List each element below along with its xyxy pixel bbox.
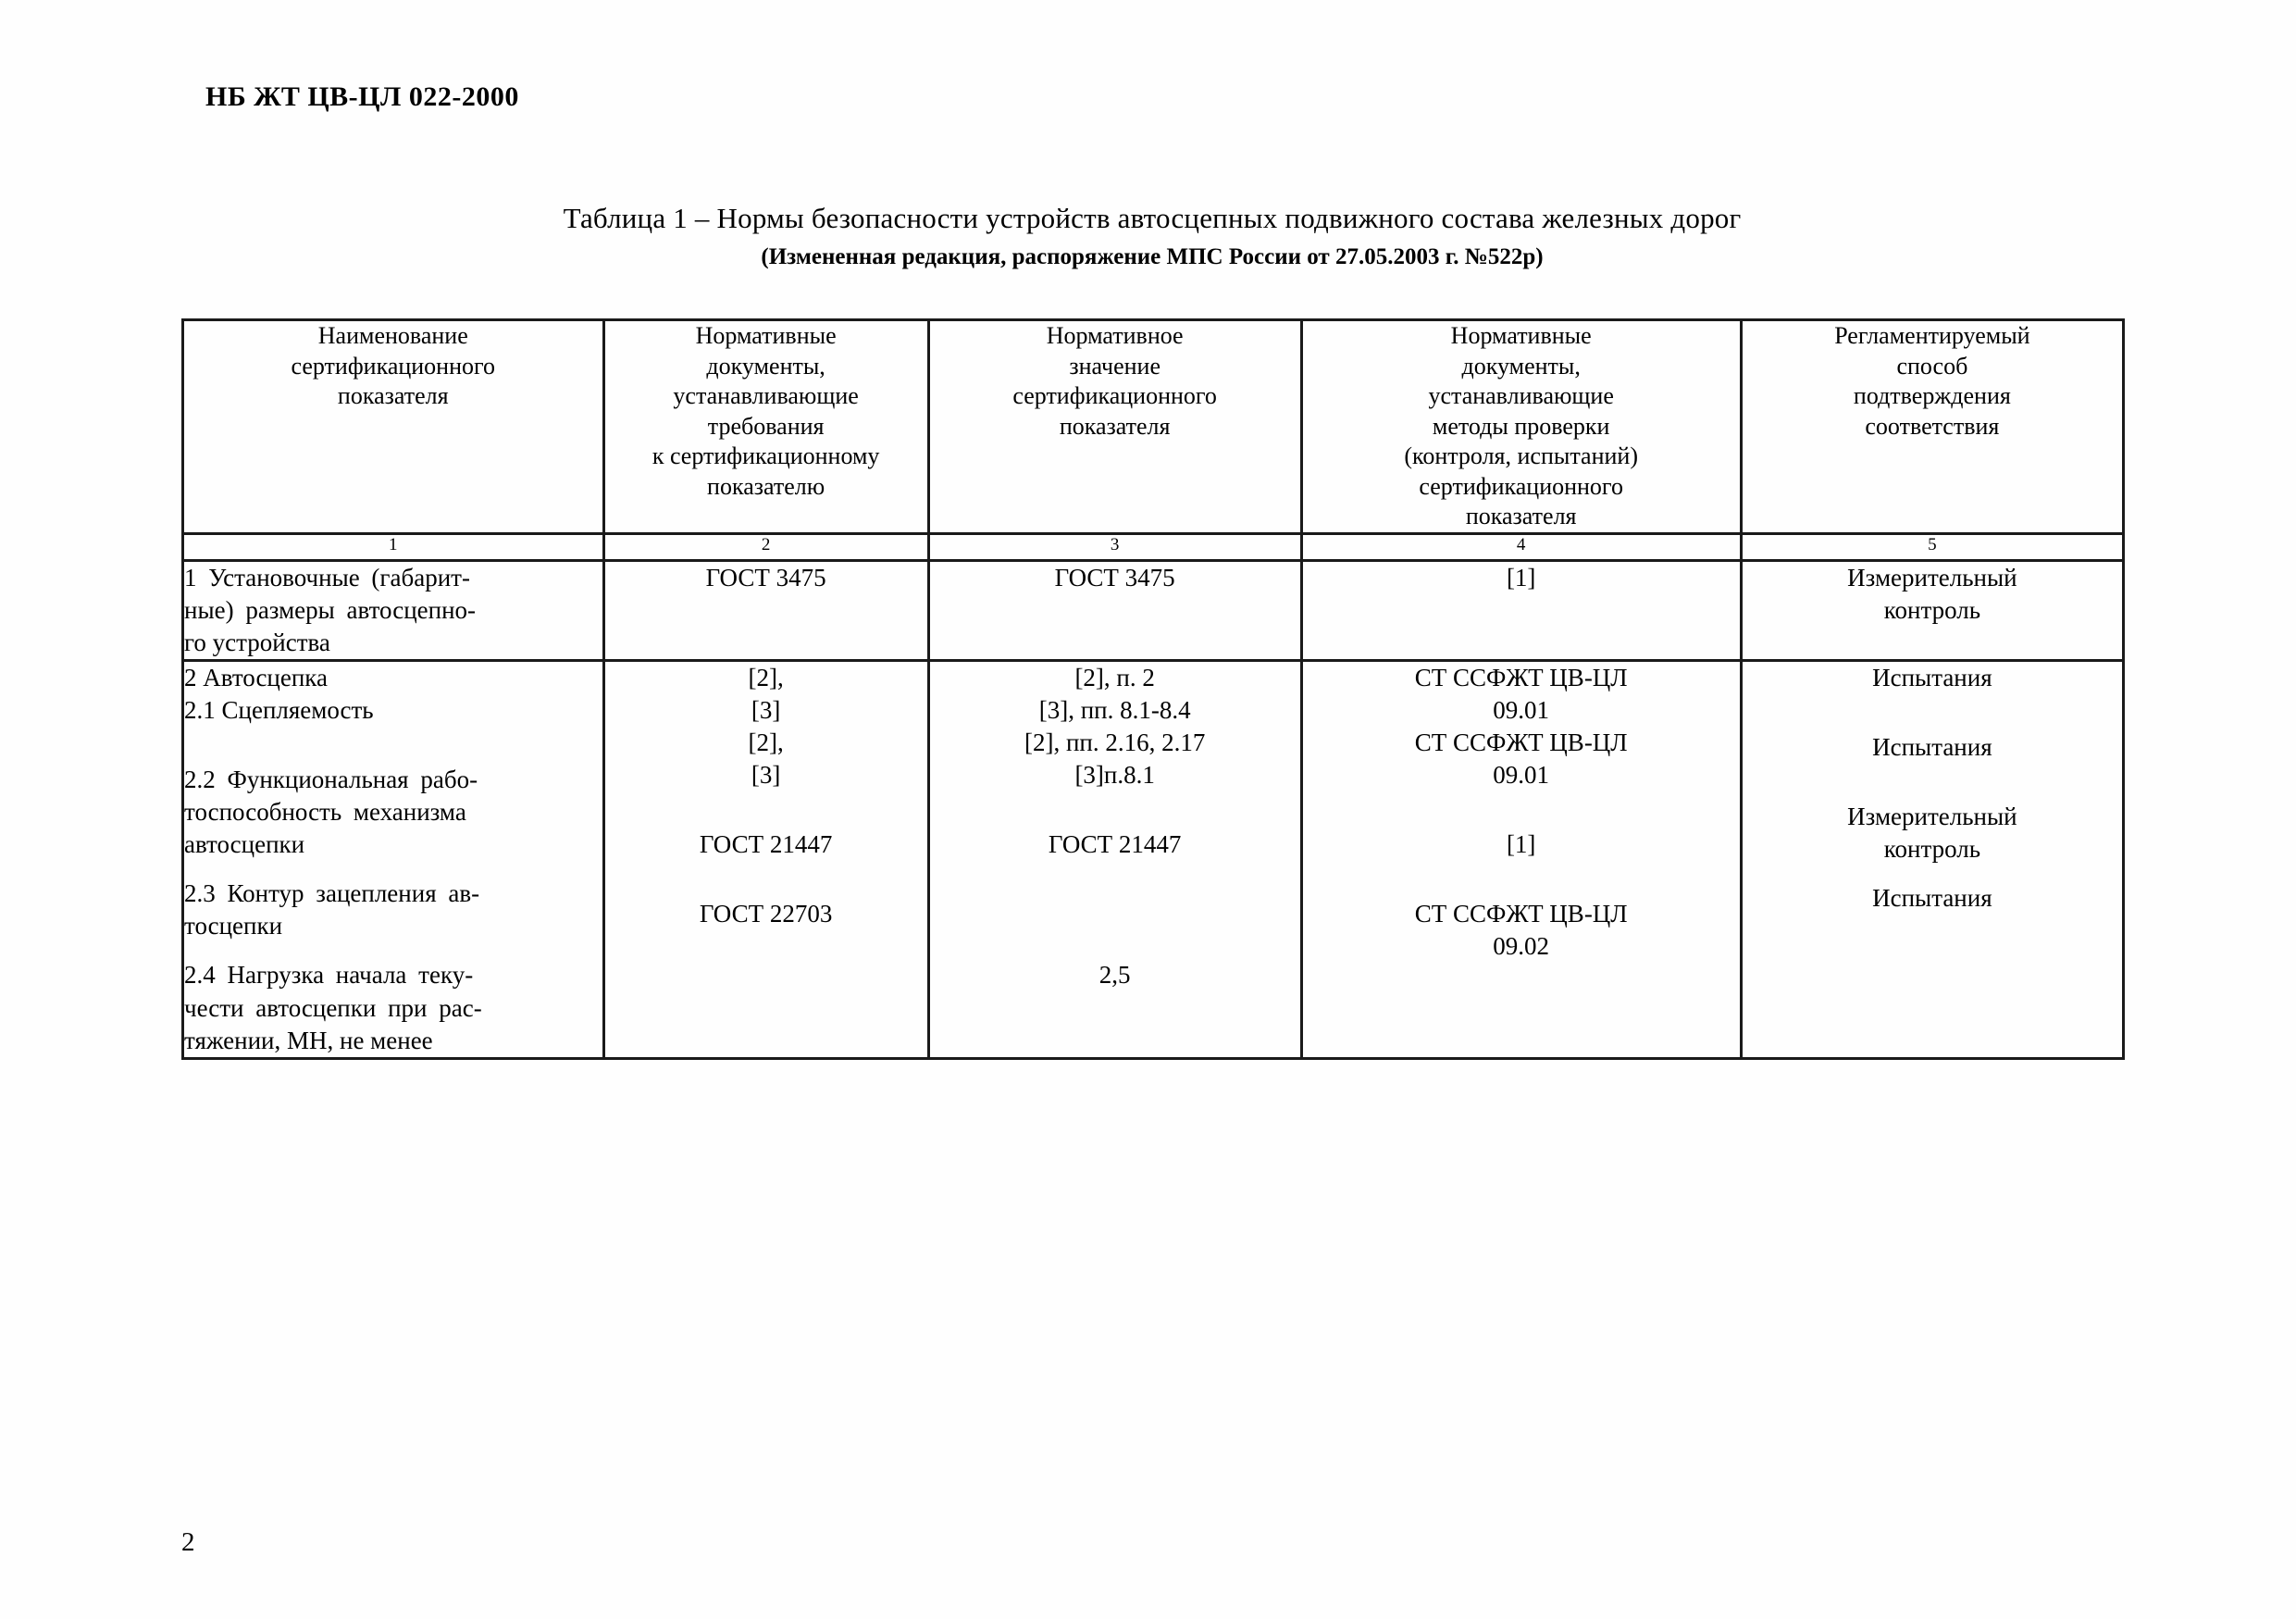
table-header-cell-5: Регламентируемый способ подтверждения соответствия <box>1741 320 2123 534</box>
column-number-3: 3 <box>928 533 1301 560</box>
row2-name-group: 2 Автосцепка 2.1 Сцепляемость 2.2 Функциональная рабо- тоспособность механизма автосцепки 2.3 Контур зацепления ав- тосцепки 2.4 Нагрузка начала теку- чести автосцепки при рас- тяжении, МН, не менее <box>183 660 604 1058</box>
row2-docs-method: СТ ССФЖТ ЦВ-ЦЛ 09.01 СТ ССФЖТ ЦВ-ЦЛ 09.01 [1] СТ ССФЖТ ЦВ-ЦЛ 09.02 <box>1301 660 1741 1058</box>
table-title-note: (Измененная редакция, распоряжение МПС России от 27.05.2003 г. №522р) <box>761 244 1544 269</box>
row2-norm-value: [2], п. 2 [3], пп. 8.1-8.4 [2], пп. 2.16, 2.17 [3]п.8.1 ГОСТ 21447 2,5 <box>928 660 1301 1058</box>
table-title-block <box>176 202 2128 270</box>
page-number: 2 <box>181 1527 195 1557</box>
column-number-1: 1 <box>183 533 604 560</box>
document-code: НБ ЖТ ЦВ-ЦЛ 022-2000 <box>205 81 519 112</box>
row2-docs-req: [2], [3] [2], [3] ГОСТ 21447 ГОСТ 22703 <box>603 660 928 1058</box>
table-header-cell-1: Наименование сертификационного показателя <box>183 320 604 534</box>
row1-docs-req: ГОСТ 3475 <box>603 560 928 660</box>
table-title: Таблица 1 – Нормы безопасности устройств автосцепных подвижного состава железных дорог <box>563 202 1742 234</box>
table-header-cell-3: Нормативное значение сертификационного показателя <box>928 320 1301 534</box>
row1-name: 1 Установочные (габарит- ные) размеры автосцепно- го устройства <box>183 560 604 660</box>
table-row <box>183 660 2124 1058</box>
norms-table <box>181 318 2125 1060</box>
table-header-cell-4: Нормативные документы, устанавливающие методы проверки (контроля, испытаний) сертификационного показателя <box>1301 320 1741 534</box>
row1-method-confirmation: Измерительный контроль <box>1741 560 2123 660</box>
row1-norm-value: ГОСТ 3475 <box>928 560 1301 660</box>
row2-method-confirmation: Испытания Испытания Измерительный контроль Испытания <box>1741 660 2123 1058</box>
column-number-5: 5 <box>1741 533 2123 560</box>
table-header-cell-2: Нормативные документы, устанавливающие требования к сертификационному показателю <box>603 320 928 534</box>
table-row <box>183 560 2124 660</box>
column-number-4: 4 <box>1301 533 1741 560</box>
row1-docs-method: [1] <box>1301 560 1741 660</box>
table-header-row <box>183 320 2124 534</box>
table-column-numbers-row <box>183 533 2124 560</box>
column-number-2: 2 <box>603 533 928 560</box>
